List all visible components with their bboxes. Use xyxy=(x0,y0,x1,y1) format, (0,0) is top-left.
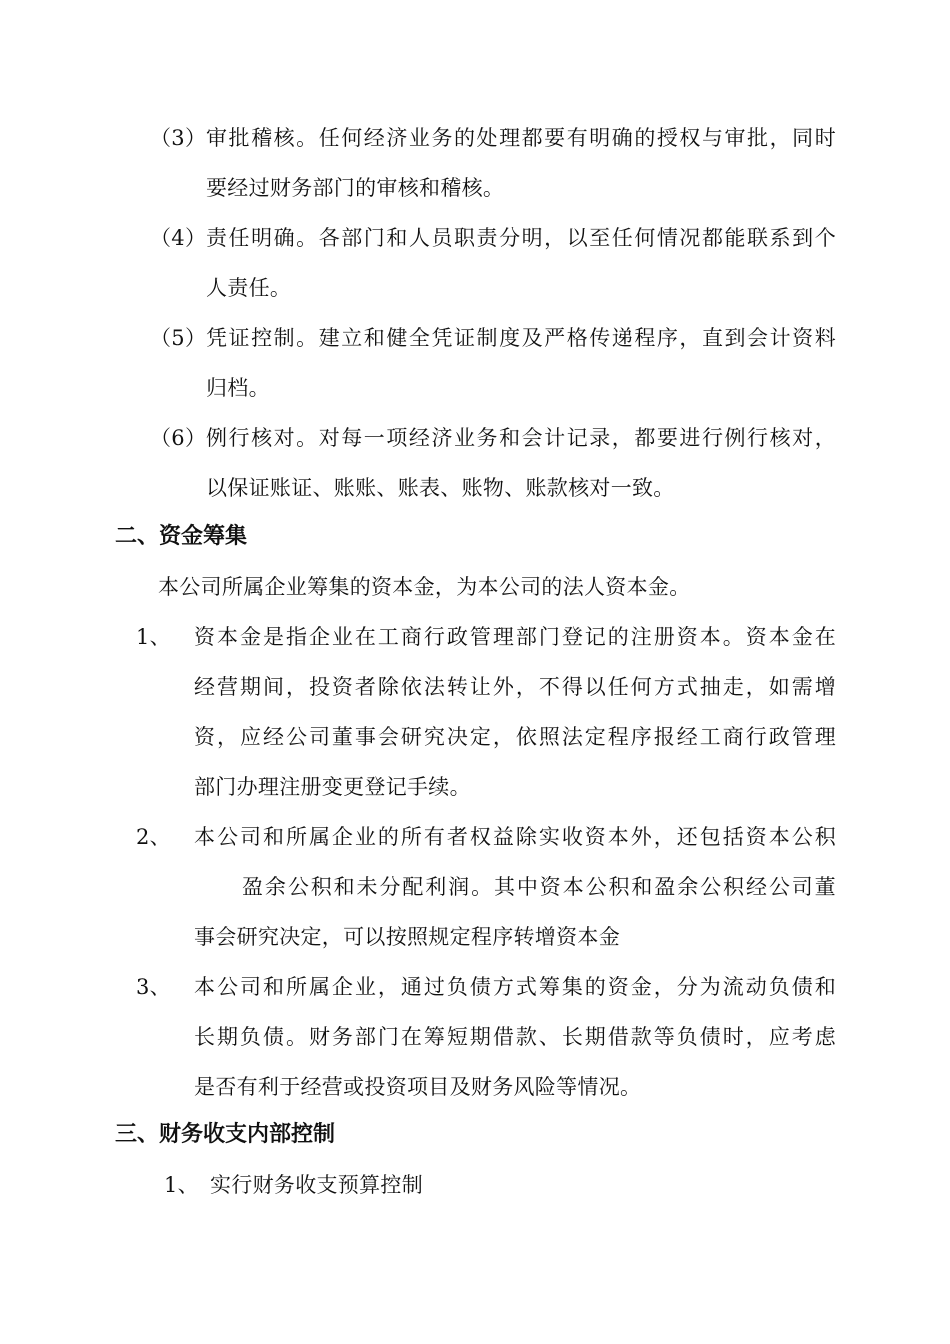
item-3-line-1: 审批稽核。任何经济业务的处理都要有明确的授权与审批，同时 xyxy=(206,126,836,150)
s2-item-1-line-4: 部门办理注册变更登记手续。 xyxy=(194,775,471,799)
section-2-intro: 本公司所属企业筹集的资本金，为本公司的法人资本金。 xyxy=(158,575,691,599)
s2-item-2-line-2: 盈余公积和未分配利润。其中资本公积和盈余公积经公司董 xyxy=(242,875,836,899)
s2-item-1-line-3: 资，应经公司董事会研究决定，依照法定程序报经工商行政管理 xyxy=(194,725,836,749)
section-2-heading: 二、资金筹集 xyxy=(115,524,248,549)
s2-item-2-line-3: 事会研究决定，可以按照规定程序转增资本金 xyxy=(194,925,620,949)
s2-item-1-line-1: 资本金是指企业在工商行政管理部门登记的注册资本。资本金在 xyxy=(194,625,836,649)
s2-item-3-line-3: 是否有利于经营或投资项目及财务风险等情况。 xyxy=(194,1075,642,1099)
item-6-line-2: 以保证账证、账账、账表、账物、账款核对一致。 xyxy=(206,476,675,500)
item-4-marker: （4） xyxy=(150,226,207,250)
s2-item-2-line-1: 本公司和所属企业的所有者权益除实收资本外，还包括资本公积 xyxy=(194,825,836,849)
s3-item-1-marker: 1、 xyxy=(164,1173,199,1197)
item-4-line-1: 责任明确。各部门和人员职责分明，以至任何情况都能联系到个 xyxy=(206,226,836,250)
item-5-marker: （5） xyxy=(150,326,207,350)
item-3-marker: （3） xyxy=(150,126,207,150)
item-5-line-1: 凭证控制。建立和健全凭证制度及严格传递程序，直到会计资料 xyxy=(206,326,836,350)
item-5-line-2: 归档。 xyxy=(206,376,270,400)
s2-item-2-marker: 2、 xyxy=(136,825,171,849)
item-6-line-1: 例行核对。对每一项经济业务和会计记录，都要进行例行核对， xyxy=(206,426,836,450)
s3-item-1-text: 实行财务收支预算控制 xyxy=(210,1173,423,1197)
section-3-heading: 三、财务收支内部控制 xyxy=(115,1122,336,1147)
s2-item-1-line-2: 经营期间，投资者除依法转让外，不得以任何方式抽走，如需增 xyxy=(194,675,836,699)
item-3-line-2: 要经过财务部门的审核和稽核。 xyxy=(206,176,505,200)
s2-item-3-line-1: 本公司和所属企业，通过负债方式筹集的资金，分为流动负债和 xyxy=(194,975,836,999)
s2-item-3-marker: 3、 xyxy=(136,975,171,999)
s2-item-1-marker: 1、 xyxy=(136,625,171,649)
s2-item-3-line-2: 长期负债。财务部门在筹短期借款、长期借款等负债时，应考虑 xyxy=(194,1025,836,1049)
item-4-line-2: 人责任。 xyxy=(206,276,292,300)
item-6-marker: （6） xyxy=(150,426,207,450)
